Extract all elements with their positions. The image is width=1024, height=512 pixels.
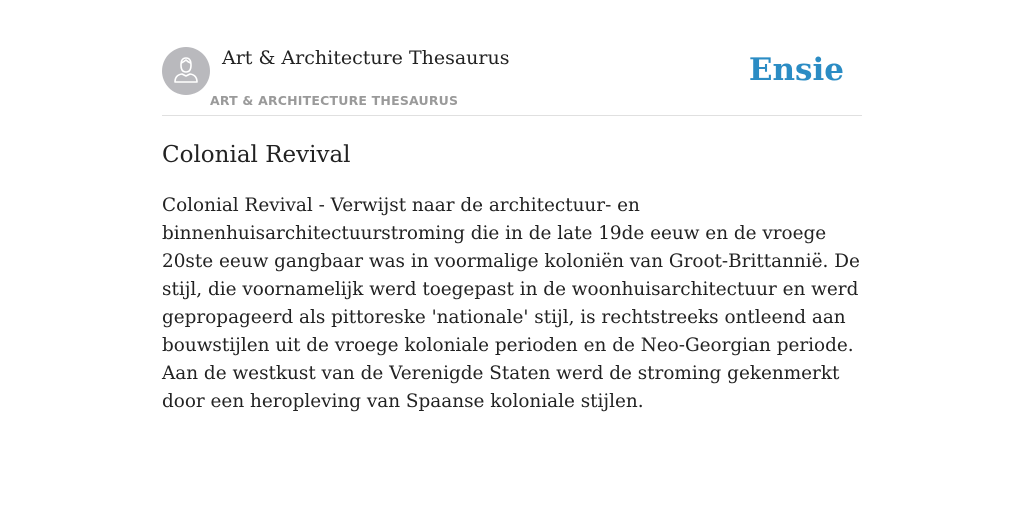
entry-card: [162, 0, 862, 512]
author-source-label: ART & ARCHITECTURE THESAURUS: [210, 93, 459, 108]
author-name[interactable]: Art & Architecture Thesaurus: [222, 47, 510, 69]
author-avatar[interactable]: [162, 47, 210, 95]
user-silhouette-icon: [162, 47, 210, 95]
entry-definition: Colonial Revival - Verwijst naar de architectuur- en binnenhuisarchitectuurstroming die in de late 19de eeuw en de vroege 20ste eeuw gangbaar was in voormalige koloniën van Groot-Brittannië. De stijl, die voornamelijk werd toegepast in de woonhuisarchitectuur en werd gepropageerd als pittoreske 'nationale' stijl, is rechtstreeks ontleend aan bouwstijlen uit de vroege koloniale perioden en de Neo-Georgian periode. Aan de westkust van de Verenigde Staten werd de stroming gekenmerkt door een heropleving van Spaanse koloniale stijlen.: [162, 195, 860, 412]
ensie-logo[interactable]: Ensie: [748, 52, 844, 88]
entry-title: Colonial Revival: [162, 142, 351, 168]
entry-header: [162, 0, 862, 116]
